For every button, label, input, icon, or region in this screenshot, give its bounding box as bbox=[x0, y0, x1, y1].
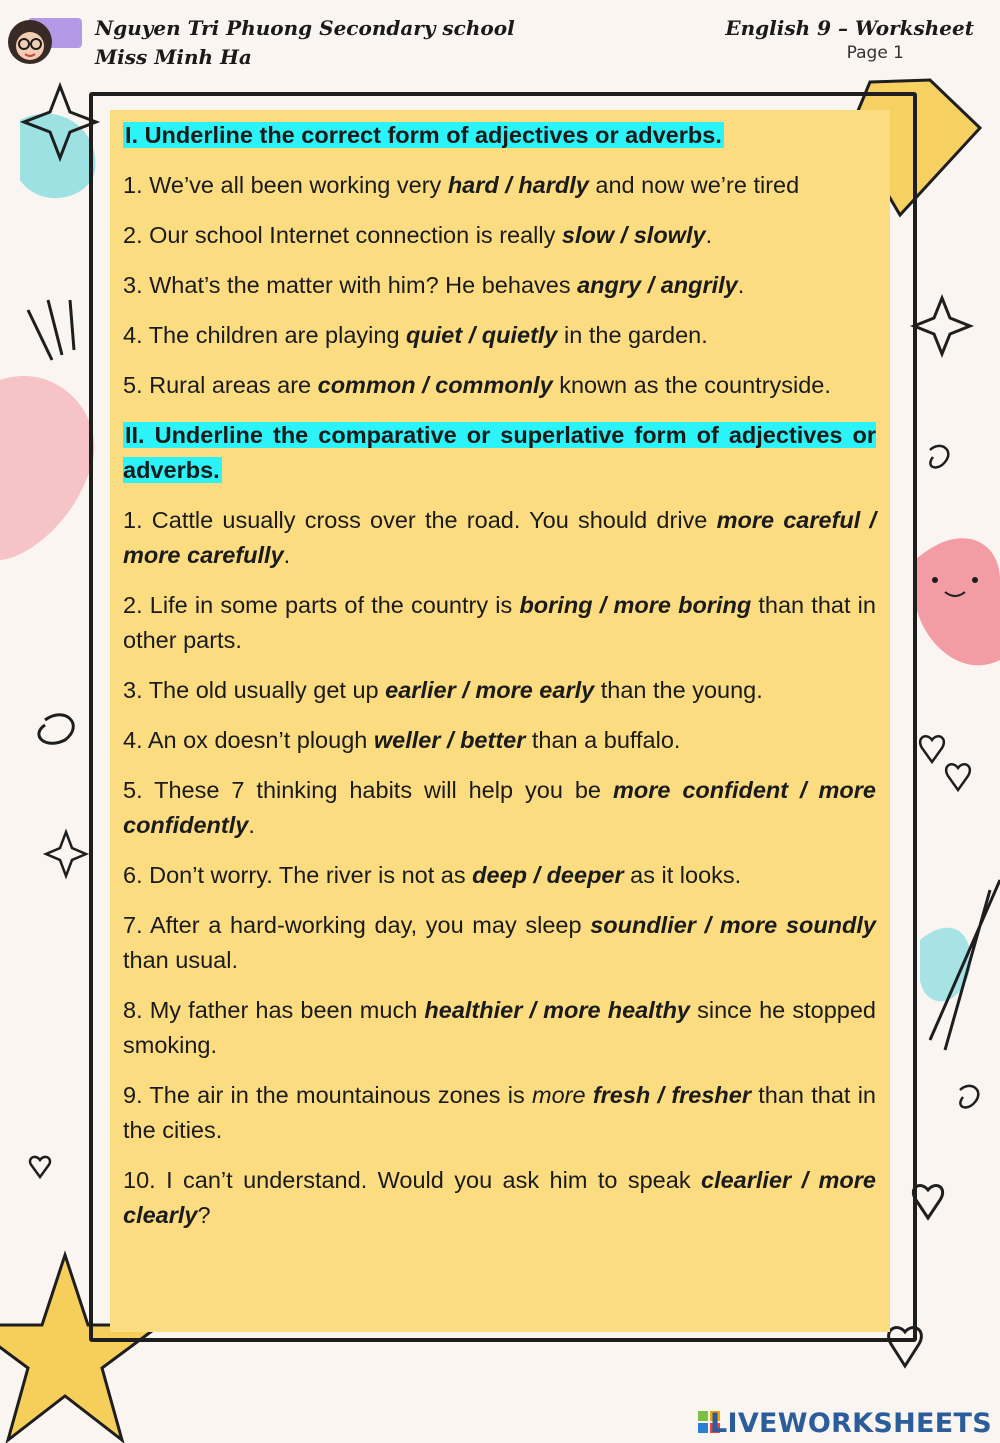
answer-options[interactable]: weller / better bbox=[373, 727, 526, 753]
item-text: 1. Cattle usually cross over the road. You should drive bbox=[123, 507, 717, 533]
header-right bbox=[725, 14, 974, 63]
answer-options[interactable]: quiet / quietly bbox=[406, 322, 558, 348]
heart-icon bbox=[30, 1157, 50, 1177]
pink-blob-left bbox=[0, 376, 94, 560]
item-text: than the young. bbox=[594, 677, 763, 703]
exercise-item bbox=[123, 168, 876, 203]
pink-blob-right bbox=[915, 538, 1000, 665]
item-text: as it looks. bbox=[623, 862, 742, 888]
item-text: 2. Our school Internet connection is really bbox=[123, 222, 562, 248]
answer-options[interactable]: soundlier / more soundly bbox=[590, 912, 876, 938]
school-name: Nguyen Tri Phuong Secondary school bbox=[95, 16, 515, 40]
answer-options[interactable]: boring / more boring bbox=[519, 592, 752, 618]
answer-options[interactable]: clearlier / more clearly bbox=[123, 1167, 876, 1228]
page-number: Page 1 bbox=[846, 43, 904, 63]
exercise-item bbox=[123, 993, 876, 1063]
item-italic-text: more bbox=[532, 1082, 593, 1108]
item-text: than usual. bbox=[123, 947, 238, 973]
exercise-item bbox=[123, 588, 876, 658]
item-text: 6. Don’t worry. The river is not as bbox=[123, 862, 473, 888]
item-text: 10. I can’t understand. Would you ask him to speak bbox=[123, 1167, 701, 1193]
exercise-item bbox=[123, 773, 876, 843]
answer-options[interactable]: common / commonly bbox=[317, 372, 553, 398]
section-2-items bbox=[123, 503, 876, 1233]
item-text: . bbox=[705, 222, 713, 248]
avatar bbox=[0, 12, 82, 72]
answer-options[interactable]: fresh / fresher bbox=[592, 1082, 751, 1108]
worksheet-content bbox=[123, 118, 876, 1248]
heart-icon bbox=[920, 736, 944, 762]
section-1-title: I. Underline the correct form of adjectives or adverbs. bbox=[125, 122, 722, 148]
exercise-item bbox=[123, 268, 876, 303]
item-text: in the garden. bbox=[557, 322, 708, 348]
item-text: 4. The children are playing bbox=[123, 322, 407, 348]
section-1-items bbox=[123, 168, 876, 403]
sparkle-icon bbox=[46, 832, 86, 876]
heart-icon bbox=[913, 1185, 942, 1218]
exercise-item bbox=[123, 723, 876, 758]
heart-icon bbox=[946, 764, 970, 790]
exercise-item bbox=[123, 503, 876, 573]
exercise-item bbox=[123, 1078, 876, 1148]
item-text: since he stopped smoking. bbox=[123, 997, 876, 1058]
exercise-item bbox=[123, 368, 876, 403]
item-text: than that in the cities. bbox=[123, 1082, 876, 1143]
exercise-item bbox=[123, 673, 876, 708]
worksheet-title: English 9 – Worksheet bbox=[725, 16, 974, 40]
item-text: 5. Rural areas are bbox=[123, 372, 318, 398]
header-left bbox=[95, 14, 515, 72]
item-text: 1. We’ve all been working very bbox=[123, 172, 448, 198]
item-text: 7. After a hard-working day, you may sleep bbox=[123, 912, 591, 938]
item-text: 5. These 7 thinking habits will help you be bbox=[123, 777, 613, 803]
exercise-item bbox=[123, 1163, 876, 1233]
item-text: ? bbox=[197, 1202, 211, 1228]
item-text: than that in other parts. bbox=[123, 592, 876, 653]
sparkle-icon bbox=[914, 298, 970, 354]
item-text: 2. Life in some parts of the country is bbox=[123, 592, 520, 618]
answer-options[interactable]: more careful / more carefully bbox=[123, 507, 877, 568]
answer-options[interactable]: more confident / more confidently bbox=[123, 777, 876, 838]
item-text: 8. My father has been much bbox=[123, 997, 425, 1023]
teacher-name: Miss Minh Ha bbox=[95, 45, 252, 69]
item-text: . bbox=[283, 542, 291, 568]
item-text: and now we’re tired bbox=[588, 172, 800, 198]
item-text: known as the countryside. bbox=[552, 372, 831, 398]
item-text: 3. What’s the matter with him? He behaves bbox=[123, 272, 578, 298]
answer-options[interactable]: deep / deeper bbox=[472, 862, 624, 888]
item-text: 9. The air in the mountainous zones is bbox=[123, 1082, 533, 1108]
item-text: 4. An ox doesn’t plough bbox=[123, 727, 374, 753]
answer-options[interactable]: hard / hardly bbox=[447, 172, 589, 198]
section-2-heading bbox=[123, 418, 876, 488]
exercise-item bbox=[123, 218, 876, 253]
answer-options[interactable]: slow / slowly bbox=[561, 222, 706, 248]
section-1-heading bbox=[123, 118, 876, 153]
item-text: . bbox=[737, 272, 745, 298]
answer-options[interactable]: angry / angrily bbox=[577, 272, 738, 298]
liveworksheets-brand: LIVEWORKSHEETS bbox=[709, 1408, 992, 1439]
section-2-title: II. Underline the comparative or superlative form of adjectives or adverbs. bbox=[123, 422, 876, 483]
answer-options[interactable]: healthier / more healthy bbox=[424, 997, 690, 1023]
exercise-item bbox=[123, 858, 876, 893]
item-text: . bbox=[248, 812, 255, 838]
exercise-item bbox=[123, 908, 876, 978]
answer-options[interactable]: earlier / more early bbox=[385, 677, 595, 703]
item-text: than a buffalo. bbox=[525, 727, 681, 753]
item-text: 3. The old usually get up bbox=[123, 677, 386, 703]
exercise-item bbox=[123, 318, 876, 353]
